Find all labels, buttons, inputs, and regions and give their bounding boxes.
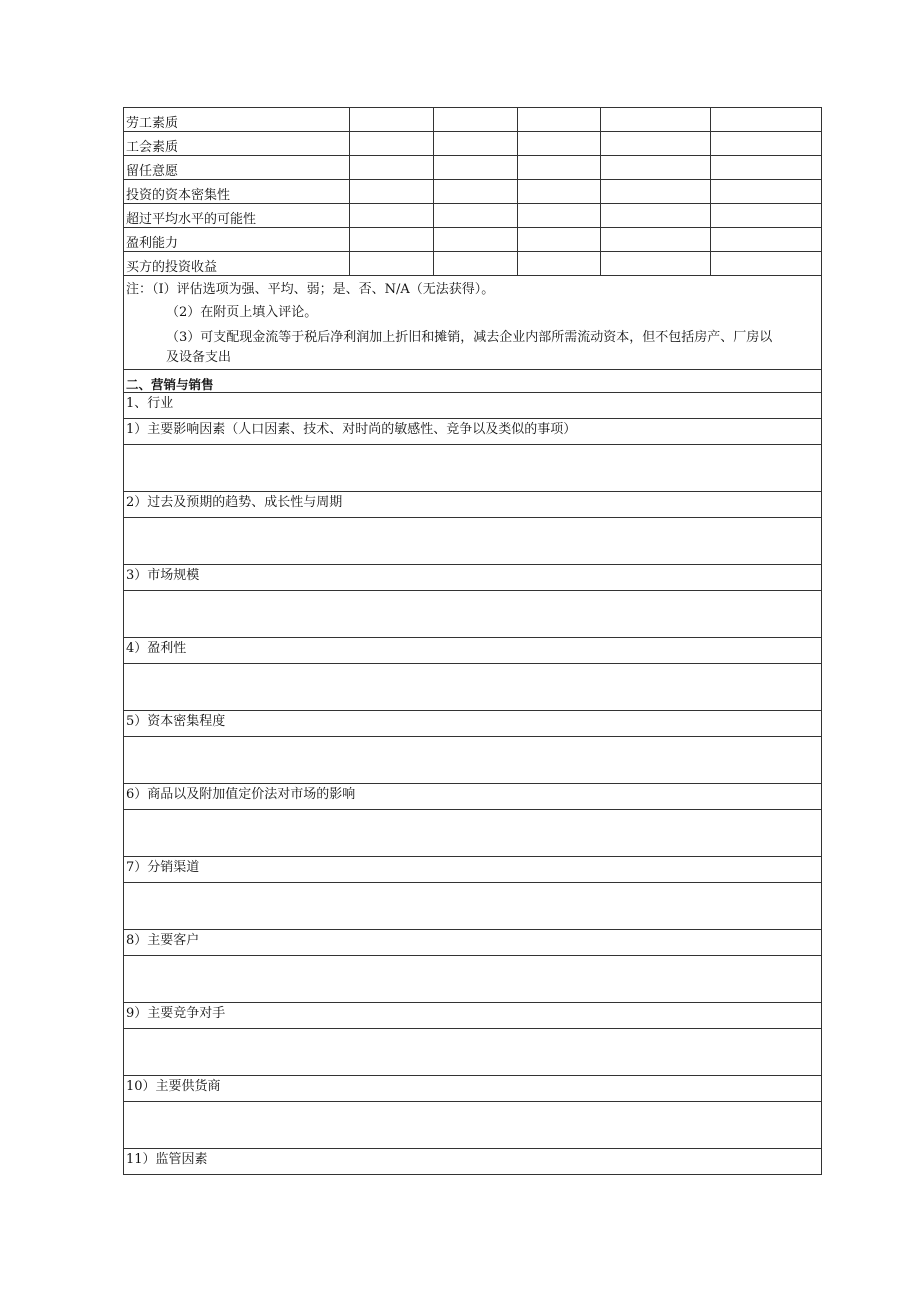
answer-field[interactable] — [124, 445, 822, 492]
evaluation-form — [123, 107, 821, 1175]
answer-field[interactable] — [124, 1102, 822, 1149]
answer-row — [124, 1029, 822, 1076]
question-label: 11）监管因素 — [124, 1149, 822, 1175]
rating-cell[interactable] — [601, 180, 711, 204]
question-label-row — [124, 638, 822, 664]
subsection-title-row — [124, 393, 822, 419]
answer-row — [124, 445, 822, 492]
question-label-row — [124, 1149, 822, 1175]
rating-row — [124, 252, 822, 276]
answer-row — [124, 591, 822, 638]
answer-row — [124, 664, 822, 711]
rating-cell[interactable] — [711, 180, 822, 204]
answer-row — [124, 956, 822, 1003]
question-label: 9）主要竞争对手 — [124, 1003, 822, 1029]
rating-row — [124, 228, 822, 252]
question-label-row — [124, 930, 822, 956]
rating-cell[interactable] — [518, 108, 601, 132]
answer-row — [124, 1102, 822, 1149]
rating-row — [124, 156, 822, 180]
rating-label: 工会素质 — [124, 132, 350, 156]
answer-field[interactable] — [124, 1029, 822, 1076]
rating-cell[interactable] — [601, 228, 711, 252]
answer-row — [124, 810, 822, 857]
rating-cell[interactable] — [434, 204, 518, 228]
question-label: 2）过去及预期的趋势、成长性与周期 — [124, 492, 822, 518]
rating-cell[interactable] — [350, 252, 434, 276]
section-title: 二、营销与销售 — [124, 370, 822, 393]
note-1: 注：（I）评估选项为强、平均、弱；是、否、N/A（无法获得）。 — [126, 282, 495, 297]
answer-field[interactable] — [124, 737, 822, 784]
question-label: 1）主要影响因素（人口因素、技术、对时尚的敏感性、竞争以及类似的事项） — [124, 419, 822, 445]
rating-label: 超过平均水平的可能性 — [124, 204, 350, 228]
rating-row — [124, 180, 822, 204]
rating-cell[interactable] — [350, 132, 434, 156]
rating-cell[interactable] — [434, 132, 518, 156]
rating-cell[interactable] — [518, 180, 601, 204]
question-label-row — [124, 419, 822, 445]
rating-cell[interactable] — [434, 228, 518, 252]
rating-label: 买方的投资收益 — [124, 252, 350, 276]
rating-cell[interactable] — [350, 204, 434, 228]
answer-row — [124, 883, 822, 930]
rating-cell[interactable] — [711, 204, 822, 228]
question-label-row — [124, 492, 822, 518]
rating-label: 投资的资本密集性 — [124, 180, 350, 204]
answer-field[interactable] — [124, 664, 822, 711]
rating-row — [124, 204, 822, 228]
answer-field[interactable] — [124, 810, 822, 857]
rating-cell[interactable] — [711, 228, 822, 252]
question-label-row — [124, 711, 822, 737]
section-title-row — [124, 370, 822, 393]
answer-row — [124, 737, 822, 784]
question-label: 4）盈利性 — [124, 638, 822, 664]
rating-label: 盈利能力 — [124, 228, 350, 252]
rating-label: 劳工素质 — [124, 108, 350, 132]
answer-field[interactable] — [124, 518, 822, 565]
rating-cell[interactable] — [350, 156, 434, 180]
notes-cell — [124, 276, 822, 370]
rating-cell[interactable] — [434, 108, 518, 132]
rating-cell[interactable] — [711, 156, 822, 180]
answer-field[interactable] — [124, 883, 822, 930]
rating-cell[interactable] — [518, 204, 601, 228]
rating-cell[interactable] — [711, 132, 822, 156]
answer-field[interactable] — [124, 956, 822, 1003]
note-3-line-2: 及设备支出 — [166, 350, 232, 365]
rating-cell[interactable] — [711, 108, 822, 132]
rating-cell[interactable] — [518, 132, 601, 156]
answer-row — [124, 518, 822, 565]
question-label-row — [124, 1003, 822, 1029]
rating-cell[interactable] — [601, 252, 711, 276]
question-label: 8）主要客户 — [124, 930, 822, 956]
question-label: 7）分销渠道 — [124, 857, 822, 883]
rating-cell[interactable] — [601, 108, 711, 132]
note-2: （2）在附页上填入评论。 — [166, 305, 318, 320]
question-label-row — [124, 784, 822, 810]
question-label: 6）商品以及附加值定价法对市场的影响 — [124, 784, 822, 810]
rating-cell[interactable] — [434, 180, 518, 204]
question-label: 10）主要供货商 — [124, 1076, 822, 1102]
evaluation-table — [123, 107, 822, 1175]
rating-cell[interactable] — [518, 156, 601, 180]
rating-cell[interactable] — [350, 228, 434, 252]
rating-row — [124, 132, 822, 156]
subsection-title: 1、行业 — [124, 393, 822, 419]
question-label-row — [124, 1076, 822, 1102]
rating-row — [124, 108, 822, 132]
rating-cell[interactable] — [434, 156, 518, 180]
note-3-line-1: （3）可支配现金流等于税后净利润加上折旧和摊销，减去企业内部所需流动资本，但不包括房产、厂房以 — [166, 330, 773, 345]
note-3 — [126, 328, 819, 368]
rating-cell[interactable] — [350, 108, 434, 132]
rating-cell[interactable] — [601, 156, 711, 180]
rating-cell[interactable] — [434, 252, 518, 276]
notes-row — [124, 276, 822, 370]
rating-cell[interactable] — [601, 204, 711, 228]
question-label: 3）市场规模 — [124, 565, 822, 591]
rating-cell[interactable] — [518, 252, 601, 276]
question-label: 5）资本密集程度 — [124, 711, 822, 737]
rating-cell[interactable] — [601, 132, 711, 156]
rating-cell[interactable] — [711, 252, 822, 276]
rating-label: 留任意愿 — [124, 156, 350, 180]
rating-cell[interactable] — [350, 180, 434, 204]
question-label-row — [124, 565, 822, 591]
rating-cell[interactable] — [518, 228, 601, 252]
answer-field[interactable] — [124, 591, 822, 638]
question-label-row — [124, 857, 822, 883]
